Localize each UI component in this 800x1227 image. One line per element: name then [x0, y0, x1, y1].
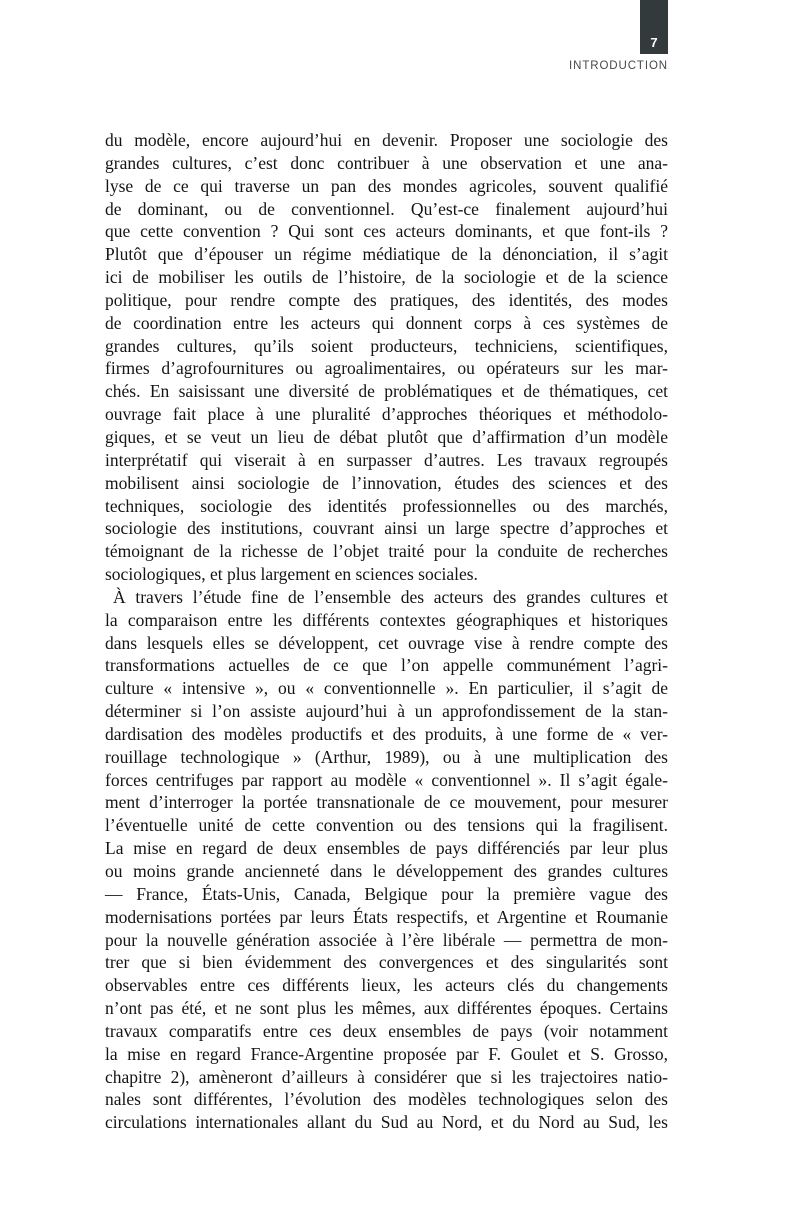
running-header: INTRODUCTION	[569, 60, 668, 72]
text-line: témoignant de la richesse de l’objet traité pour la conduite de recherches	[105, 541, 668, 562]
page-number: 7	[650, 35, 658, 50]
text-line: ou moins grande ancienneté dans le développement des grandes cultures	[105, 861, 668, 881]
text-line: n’ont pas été, et ne sont plus les mêmes, aux différentes époques. Certains	[105, 998, 668, 1019]
text-line: sociologie des institutions, couvrant ainsi un large spectre d’approches et	[105, 518, 668, 539]
text-line: lyse de ce qui traverse un pan des mondes agricoles, souvent qualifié	[105, 175, 668, 196]
text-line: — France, États-Unis, Canada, Belgique pour la première vague des	[105, 883, 668, 904]
text-line: trer que si bien évidemment des convergences et des singularités sont	[105, 952, 668, 973]
text-line: chapitre 2), amèneront d’ailleurs à considérer que si les trajectoires natio-	[105, 1066, 668, 1087]
text-line: que cette convention ? Qui sont ces acteurs dominants, et que font-ils ?	[105, 221, 668, 242]
text-line: firmes d’agrofournitures ou agroalimentaires, ou opérateurs sur les mar-	[105, 358, 668, 379]
text-line: La mise en regard de deux ensembles de pays différenciés par leur plus	[105, 838, 668, 859]
text-line: l’éventuelle unité de cette convention ou des tensions qui la fragilisent.	[105, 815, 668, 836]
text-line: sociologiques, et plus largement en sciences sociales.	[105, 564, 478, 585]
text-line: dans lesquels elles se développent, cet ouvrage vise à rendre compte des	[105, 632, 668, 653]
text-line: giques, et se veut un lieu de débat plutôt que d’affirmation d’un modèle	[105, 426, 668, 447]
text-line: ment d’interroger la portée transnationale de ce mouvement, pour mesurer	[105, 792, 668, 813]
text-line: rouillage technologique » (Arthur, 1989), ou à une multiplication des	[105, 746, 668, 767]
page-number-tab	[640, 0, 668, 54]
text-line: transformations actuelles de ce que l’on appelle communément l’agri-	[105, 655, 668, 676]
text-line: du modèle, encore aujourd’hui en devenir. Proposer une sociologie des	[105, 130, 668, 150]
text-line: culture « intensive », ou « conventionnelle ». En particulier, il s’agit de	[105, 678, 668, 699]
text-line: circulations internationales allant du Sud au Nord, et du Nord au Sud, les	[105, 1112, 668, 1133]
text-line: de dominant, ou de conventionnel. Qu’est-ce finalement aujourd’hui	[105, 198, 668, 219]
text-line: mobilisent ainsi sociologie de l’innovation, études des sciences et des	[105, 472, 668, 493]
text-line: ici de mobiliser les outils de l’histoire, de la sociologie et de la science	[105, 267, 668, 288]
text-line: techniques, sociologie des identités professionnelles ou des marchés,	[105, 495, 668, 516]
text-line: grandes cultures, qu’ils soient producteurs, techniciens, scientifiques,	[105, 335, 668, 356]
text-line: grandes cultures, c’est donc contribuer à une observation et une ana-	[105, 152, 668, 173]
text-line: chés. En saisissant une diversité de problématiques et de thématiques, cet	[105, 381, 668, 402]
text-line: déterminer si l’on assiste aujourd’hui à un approfondissement de la stan-	[105, 701, 668, 722]
text-line: dardisation des modèles productifs et des produits, à une forme de « ver-	[105, 723, 668, 744]
body-text-block	[105, 129, 668, 1134]
text-line: observables entre ces différents lieux, les acteurs clés du changements	[105, 975, 668, 996]
text-line: travaux comparatifs entre ces deux ensembles de pays (voir notamment	[105, 1020, 668, 1041]
text-line: politique, pour rendre compte des pratiques, des identités, des modes	[105, 289, 668, 310]
text-line: interprétatif qui viserait à en surpasser d’autres. Les travaux regroupés	[105, 449, 668, 470]
text-line: la mise en regard France-Argentine proposée par F. Goulet et S. Grosso,	[105, 1043, 668, 1064]
text-line: la comparaison entre les différents contextes géographiques et historiques	[105, 609, 668, 630]
text-line: ouvrage fait place à une pluralité d’approches théoriques et méthodolo-	[105, 404, 668, 425]
text-line: forces centrifuges par rapport au modèle « conventionnel ». Il s’agit égale-	[105, 769, 668, 790]
text-line: modernisations portées par leurs États respectifs, et Argentine et Roumanie	[105, 906, 668, 927]
text-line: À travers l’étude fine de l’ensemble des acteurs des grandes cultures et	[113, 586, 668, 607]
text-line: nales sont différentes, l’évolution des modèles technologiques selon des	[105, 1089, 668, 1110]
text-line: pour la nouvelle génération associée à l’ère libérale — permettra de mon-	[105, 929, 668, 950]
text-line: de coordination entre les acteurs qui donnent corps à ces systèmes de	[105, 312, 668, 333]
text-line: Plutôt que d’épouser un régime médiatique de la dénonciation, il s’agit	[105, 244, 668, 265]
